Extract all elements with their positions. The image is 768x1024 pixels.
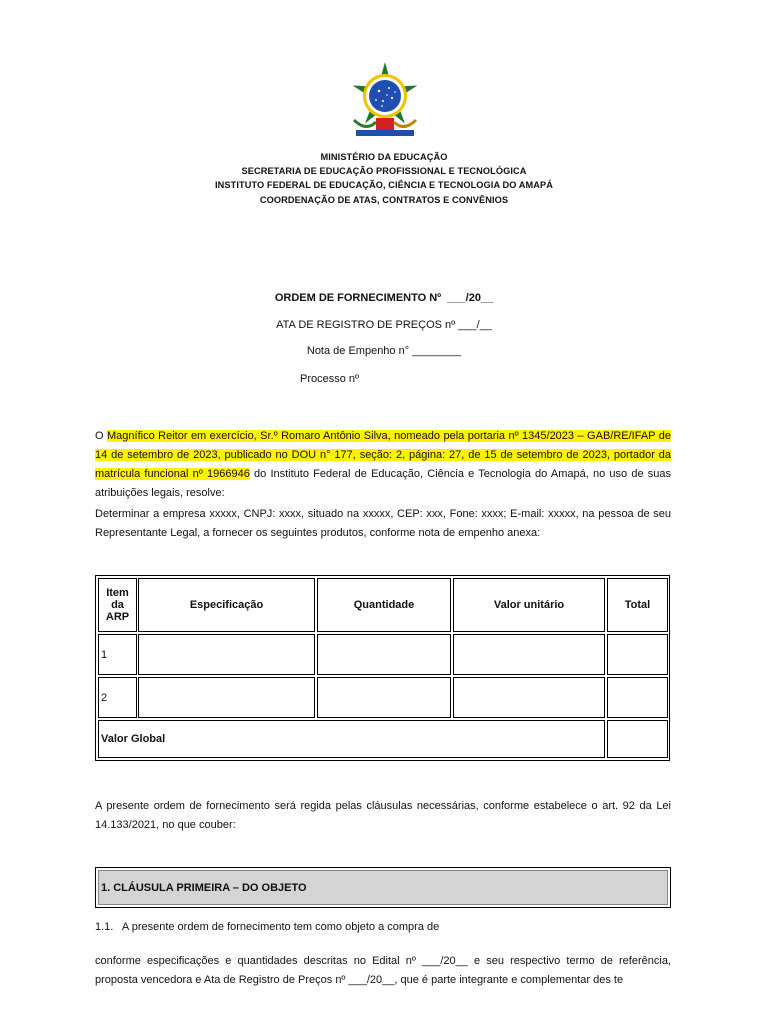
th-especificacao: Especificação — [138, 578, 315, 632]
header-coordenacao: COORDENAÇÃO DE ATAS, CONTRATOS E CONVÊNIOS — [259, 195, 509, 205]
ata-registro: ATA DE REGISTRO DE PREÇOS nº ___/__ — [276, 319, 492, 331]
clause-1-title: 1. CLÁUSULA PRIMEIRA – DO OBJETO — [98, 870, 668, 905]
th-total: Total — [607, 578, 668, 632]
processo-label: Processo nº — [300, 373, 360, 385]
paragraph-determinar: Determinar a empresa xxxxx, CNPJ: xxxx, situado na xxxxx, CEP: xxx, Fone: xxxx; E-mail: xxxxx, na pessoa de seu Representante Legal, a fornecer os seguintes produtos, conforme nota de empenho anexa: — [95, 508, 671, 539]
row-2-valor — [453, 677, 605, 718]
row-2-especificacao — [138, 677, 315, 718]
th-quantidade: Quantidade — [317, 578, 451, 632]
th-item: Item da ARP — [98, 578, 137, 632]
header-instituto: INSTITUTO FEDERAL DE EDUCAÇÃO, CIÊNCIA E TECNOLOGIA DO AMAPÁ — [215, 180, 553, 190]
header-secretaria: SECRETARIA DE EDUCAÇÃO PROFISSIONAL E TECNOLÓGICA — [241, 166, 527, 176]
paragraph-regida: A presente ordem de fornecimento será regida pelas cláusulas necessárias, conforme estabelece o art. 92 da Lei 14.133/2021, no que couber: — [95, 800, 671, 831]
row-2-item: 2 — [98, 677, 137, 718]
paragraph-reitor — [95, 427, 671, 503]
para1-highlight: Magnífico Reitor em exercício, Sr.º Romaro Antônio Silva, nomeado pela portaria nº 1345/2023 – GAB/RE/IFAP de 14 de setembro de 2023, publicado no DOU n° 177, seção: 2, página: 27, de 15 de setembro de 2023, portador da matrícula funcional nº 1966946 — [95, 430, 671, 480]
clause-1-item: 1.1. A presente ordem de fornecimento tem como objeto a compra de — [95, 921, 440, 933]
ordem-title: ORDEM DE FORNECIMENTO Nº ___/20__ — [274, 292, 494, 304]
nota-empenho: Nota de Empenho n° ________ — [306, 345, 462, 357]
th-valor-unitario: Valor unitário — [453, 578, 605, 632]
row-2-total — [607, 677, 668, 718]
para1-rest: do Instituto Federal de Educação, Ciência e Tecnologia do Amapá, no uso de suas atribuições legais, resolve: — [95, 468, 671, 499]
row-1-valor — [453, 634, 605, 675]
para1-prefix: O — [95, 430, 108, 442]
row-1-total — [607, 634, 668, 675]
clause-1-box — [95, 867, 671, 908]
header-ministry: MINISTÉRIO DA EDUCAÇÃO — [320, 152, 448, 162]
valor-global-total — [607, 720, 668, 758]
items-table — [95, 575, 670, 761]
row-1-item: 1 — [98, 634, 137, 675]
brasao-seal-icon — [346, 60, 424, 140]
clause-1-continuation: conforme especificações e quantidades descritas no Edital nº ___/20__ e seu respectivo termo de referência, proposta vencedora e Ata de Registro de Preços nº ___/20__, que é parte integrante e complementar des te — [95, 955, 671, 986]
row-2-quantidade — [317, 677, 451, 718]
row-1-quantidade — [317, 634, 451, 675]
valor-global-label: Valor Global — [98, 720, 605, 758]
row-1-especificacao — [138, 634, 315, 675]
